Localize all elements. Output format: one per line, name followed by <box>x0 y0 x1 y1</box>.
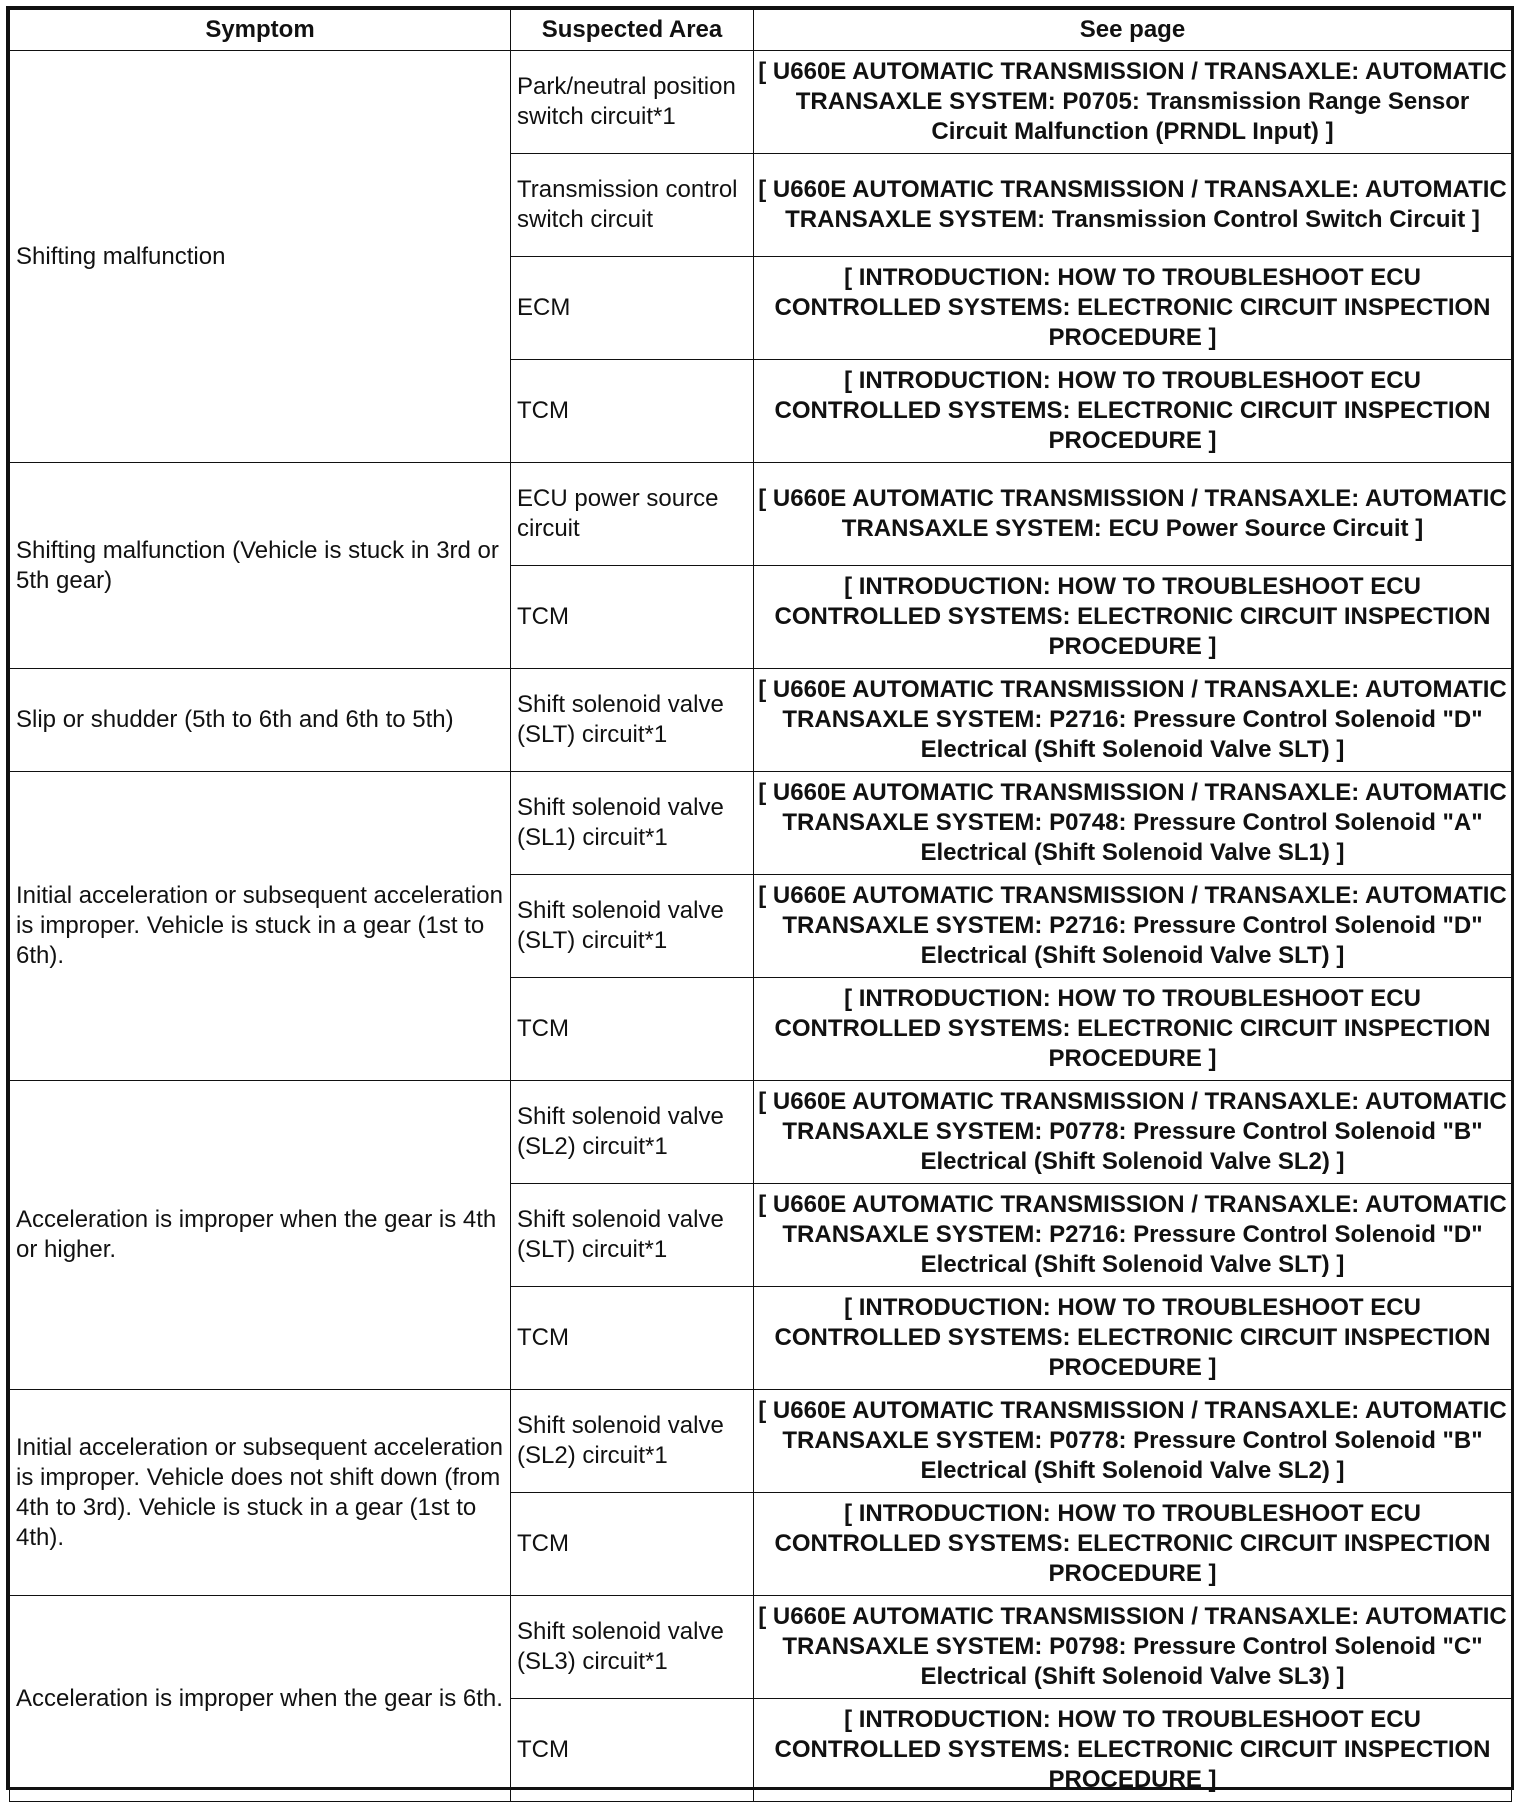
see-page-reference[interactable]: [ U660E AUTOMATIC TRANSMISSION / TRANSAXLE: AUTOMATIC TRANSAXLE SYSTEM: Transmission Control Switch Circuit ] <box>754 154 1512 257</box>
suspected-area-cell: Shift solenoid valve (SLT) circuit*1 <box>511 875 754 978</box>
see-page-reference[interactable]: [ U660E AUTOMATIC TRANSMISSION / TRANSAXLE: AUTOMATIC TRANSAXLE SYSTEM: P2716: Pressure Control Solenoid "D" Electrical (Shift Solenoid Valve SLT) ] <box>754 1184 1512 1287</box>
suspected-area-cell: Shift solenoid valve (SLT) circuit*1 <box>511 669 754 772</box>
symptom-cell: Acceleration is improper when the gear is 6th. <box>10 1596 511 1802</box>
suspected-area-cell: TCM <box>511 1493 754 1596</box>
suspected-area-cell: TCM <box>511 360 754 463</box>
see-page-reference[interactable]: [ INTRODUCTION: HOW TO TROUBLESHOOT ECU CONTROLLED SYSTEMS: ELECTRONIC CIRCUIT INSPECTION PROCEDURE ] <box>754 978 1512 1081</box>
see-page-reference[interactable]: [ INTRODUCTION: HOW TO TROUBLESHOOT ECU CONTROLLED SYSTEMS: ELECTRONIC CIRCUIT INSPECTION PROCEDURE ] <box>754 1287 1512 1390</box>
symptom-table <box>9 9 1512 1802</box>
suspected-area-cell: Park/neutral position switch circuit*1 <box>511 51 754 154</box>
see-page-reference[interactable]: [ U660E AUTOMATIC TRANSMISSION / TRANSAXLE: AUTOMATIC TRANSAXLE SYSTEM: P0798: Pressure Control Solenoid "C" Electrical (Shift Solenoid Valve SL3) ] <box>754 1596 1512 1699</box>
suspected-area-cell: Shift solenoid valve (SLT) circuit*1 <box>511 1184 754 1287</box>
table-row <box>10 1081 1512 1184</box>
see-page-reference[interactable]: [ INTRODUCTION: HOW TO TROUBLESHOOT ECU CONTROLLED SYSTEMS: ELECTRONIC CIRCUIT INSPECTION PROCEDURE ] <box>754 257 1512 360</box>
see-page-reference[interactable]: [ INTRODUCTION: HOW TO TROUBLESHOOT ECU CONTROLLED SYSTEMS: ELECTRONIC CIRCUIT INSPECTION PROCEDURE ] <box>754 566 1512 669</box>
see-page-reference[interactable]: [ U660E AUTOMATIC TRANSMISSION / TRANSAXLE: AUTOMATIC TRANSAXLE SYSTEM: P2716: Pressure Control Solenoid "D" Electrical (Shift Solenoid Valve SLT) ] <box>754 875 1512 978</box>
suspected-area-cell: Shift solenoid valve (SL3) circuit*1 <box>511 1596 754 1699</box>
suspected-area-cell: Shift solenoid valve (SL2) circuit*1 <box>511 1081 754 1184</box>
see-page-reference[interactable]: [ INTRODUCTION: HOW TO TROUBLESHOOT ECU CONTROLLED SYSTEMS: ELECTRONIC CIRCUIT INSPECTION PROCEDURE ] <box>754 360 1512 463</box>
see-page-reference[interactable]: [ U660E AUTOMATIC TRANSMISSION / TRANSAXLE: AUTOMATIC TRANSAXLE SYSTEM: P0778: Pressure Control Solenoid "B" Electrical (Shift Solenoid Valve SL2) ] <box>754 1390 1512 1493</box>
see-page-reference[interactable]: [ U660E AUTOMATIC TRANSMISSION / TRANSAXLE: AUTOMATIC TRANSAXLE SYSTEM: ECU Power Source Circuit ] <box>754 463 1512 566</box>
header-see-page: See page <box>754 10 1512 51</box>
suspected-area-cell: TCM <box>511 1287 754 1390</box>
table-body <box>10 51 1512 1802</box>
symptom-cell: Acceleration is improper when the gear is 4th or higher. <box>10 1081 511 1390</box>
suspected-area-cell: Transmission control switch circuit <box>511 154 754 257</box>
symptom-cell: Initial acceleration or subsequent acceleration is improper. Vehicle does not shift down (from 4th to 3rd). Vehicle is stuck in a gear (1st to 4th). <box>10 1390 511 1596</box>
symptom-cell: Shifting malfunction <box>10 51 511 463</box>
table-row <box>10 1596 1512 1699</box>
table-row <box>10 463 1512 566</box>
symptom-table-container <box>6 6 1514 1793</box>
header-suspected-area: Suspected Area <box>511 10 754 51</box>
symptom-cell: Shifting malfunction (Vehicle is stuck in 3rd or 5th gear) <box>10 463 511 669</box>
table-row <box>10 669 1512 772</box>
suspected-area-cell: ECU power source circuit <box>511 463 754 566</box>
see-page-reference[interactable]: [ U660E AUTOMATIC TRANSMISSION / TRANSAXLE: AUTOMATIC TRANSAXLE SYSTEM: P0705: Transmission Range Sensor Circuit Malfunction (PRNDL Input) ] <box>754 51 1512 154</box>
suspected-area-cell: TCM <box>511 1699 754 1802</box>
see-page-reference[interactable]: [ U660E AUTOMATIC TRANSMISSION / TRANSAXLE: AUTOMATIC TRANSAXLE SYSTEM: P0748: Pressure Control Solenoid "A" Electrical (Shift Solenoid Valve SL1) ] <box>754 772 1512 875</box>
see-page-reference[interactable]: [ INTRODUCTION: HOW TO TROUBLESHOOT ECU CONTROLLED SYSTEMS: ELECTRONIC CIRCUIT INSPECTION PROCEDURE ] <box>754 1699 1512 1802</box>
suspected-area-cell: TCM <box>511 978 754 1081</box>
suspected-area-cell: TCM <box>511 566 754 669</box>
table-header-row <box>10 10 1512 51</box>
suspected-area-cell: Shift solenoid valve (SL2) circuit*1 <box>511 1390 754 1493</box>
table-row <box>10 51 1512 154</box>
suspected-area-cell: ECM <box>511 257 754 360</box>
header-symptom: Symptom <box>10 10 511 51</box>
table-row <box>10 772 1512 875</box>
suspected-area-cell: Shift solenoid valve (SL1) circuit*1 <box>511 772 754 875</box>
see-page-reference[interactable]: [ U660E AUTOMATIC TRANSMISSION / TRANSAXLE: AUTOMATIC TRANSAXLE SYSTEM: P2716: Pressure Control Solenoid "D" Electrical (Shift Solenoid Valve SLT) ] <box>754 669 1512 772</box>
symptom-cell: Slip or shudder (5th to 6th and 6th to 5th) <box>10 669 511 772</box>
see-page-reference[interactable]: [ INTRODUCTION: HOW TO TROUBLESHOOT ECU CONTROLLED SYSTEMS: ELECTRONIC CIRCUIT INSPECTION PROCEDURE ] <box>754 1493 1512 1596</box>
symptom-cell: Initial acceleration or subsequent acceleration is improper. Vehicle is stuck in a gear (1st to 6th). <box>10 772 511 1081</box>
table-row <box>10 1390 1512 1493</box>
see-page-reference[interactable]: [ U660E AUTOMATIC TRANSMISSION / TRANSAXLE: AUTOMATIC TRANSAXLE SYSTEM: P0778: Pressure Control Solenoid "B" Electrical (Shift Solenoid Valve SL2) ] <box>754 1081 1512 1184</box>
